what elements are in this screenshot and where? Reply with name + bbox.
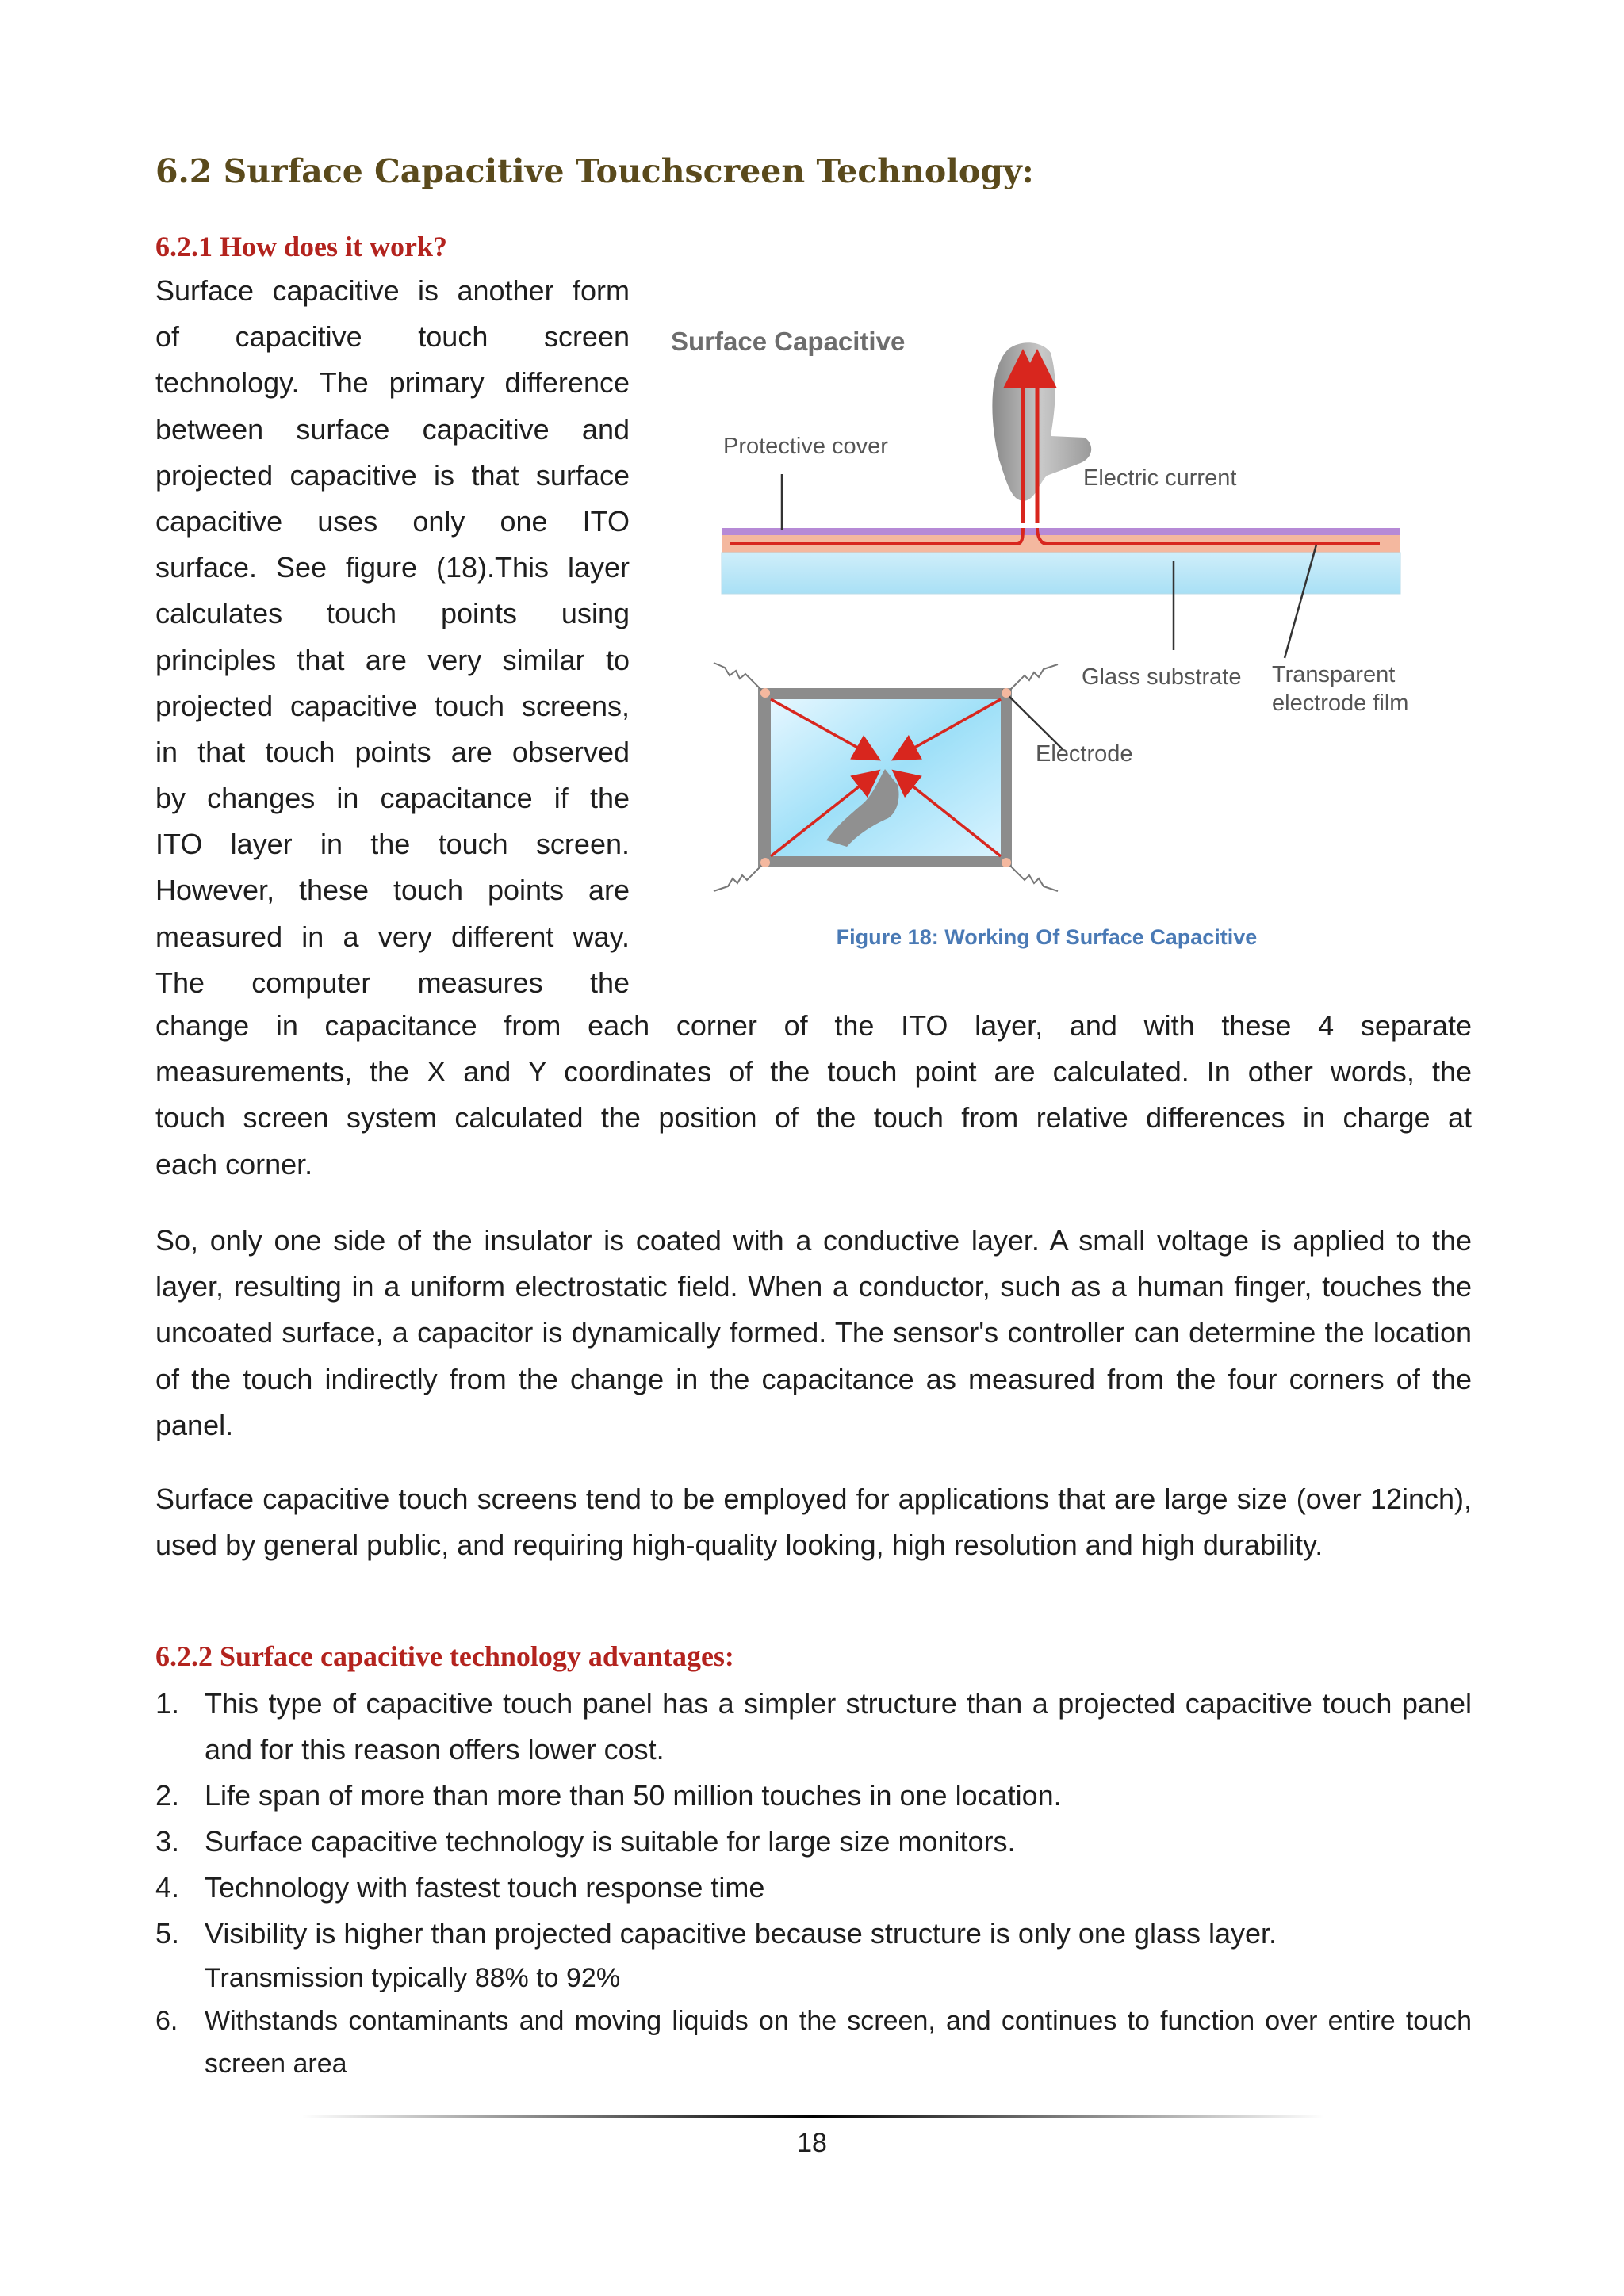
protective-cover-layer: [722, 528, 1400, 535]
label-electric-current: Electric current: [1083, 465, 1237, 491]
text-line: ITO layer in the touch screen.: [155, 828, 630, 861]
text-line: The computer measures the: [155, 966, 630, 999]
label-protective-cover: Protective cover: [723, 434, 888, 459]
text-line: by changes in capacitance if the: [155, 782, 630, 815]
list-item-text: Withstands contaminants and moving liquids on the screen, and continues to function over entire touch screen area: [205, 2006, 1472, 2079]
corner-wire: [1009, 664, 1058, 691]
list-item: [155, 1819, 1472, 1865]
label-glass-substrate: Glass substrate: [1082, 664, 1242, 690]
page-number: 18: [797, 2128, 827, 2158]
figure-caption: Figure 18: Working Of Surface Capacitive: [836, 925, 1258, 949]
text-line: touch screen system calculated the position of the touch from relative differences in charge at: [155, 1101, 1472, 1135]
text-line: calculates touch points using: [155, 597, 630, 630]
finger-illustration: [992, 342, 1091, 501]
list-item: [155, 1999, 1472, 2085]
paragraph-applications: Surface capacitive touch screens tend to be employed for applications that are large size (over 12inch), used by general public, and requiring high-quality looking, high resolution and high durability.: [155, 1483, 1472, 1562]
list-number: 4.: [155, 1871, 180, 1904]
list-number: 6.: [155, 2006, 178, 2036]
label-electrode: Electrode: [1036, 741, 1133, 767]
section-heading: 6.2 Surface Capacitive Touchscreen Technology:: [155, 152, 1034, 190]
list-item: [155, 1911, 1472, 1999]
label-electrode-film: electrode film: [1272, 691, 1409, 716]
text-line: measured in a very different way.: [155, 920, 630, 953]
text-line: However, these touch points are: [155, 874, 630, 907]
footer-divider: [301, 2115, 1324, 2118]
list-item: [155, 1865, 1472, 1911]
text-line: Surface capacitive is another form: [155, 274, 630, 307]
text-line: change in capacitance from each corner of the ITO layer, and with these 4 separate: [155, 1009, 1472, 1042]
text-line: measurements, the X and Y coordinates of the touch point are calculated. In other words, the: [155, 1055, 1472, 1089]
text-line: of capacitive touch screen: [155, 320, 630, 354]
text-line: projected capacitive is that surface: [155, 458, 630, 492]
list-number: 5.: [155, 1917, 180, 1950]
corner-wire: [714, 663, 763, 691]
list-item-text: Life span of more than more than 50 million touches in one location.: [205, 1779, 1062, 1812]
text-line: each corner.: [155, 1147, 313, 1181]
list-number: 1.: [155, 1687, 180, 1720]
corner-wire: [714, 864, 763, 891]
glass-substrate-layer: [722, 553, 1400, 594]
surface-capacitive-figure: [650, 317, 1443, 983]
list-item: [155, 1681, 1472, 1773]
corner-electrode: [760, 688, 770, 698]
subsection-heading-how-it-works: 6.2.1 How does it work?: [155, 231, 447, 262]
text-line: in that touch points are observed: [155, 735, 630, 768]
list-item-text: Surface capacitive technology is suitable for large size monitors.: [205, 1825, 1016, 1858]
text-line: technology. The primary difference: [155, 366, 630, 400]
text-line: capacitive uses only one ITO: [155, 504, 630, 538]
text-line: principles that are very similar to: [155, 643, 630, 676]
text-line: surface. See figure (18).This layer: [155, 551, 630, 584]
paragraph-conductive-layer: So, only one side of the insulator is coated with a conductive layer. A small voltage is applied to the layer, resulting in a uniform electrostatic field. When a conductor, such as a human finger, touches the uncoated surface, a capacitor is dynamically formed. The sensor's controller can determine the location of the touch indirectly from the change in the capacitance as measured from the four corners of the panel.: [155, 1224, 1472, 1441]
text-line: projected capacitive touch screens,: [155, 689, 630, 722]
intro-continuation: [155, 1003, 1472, 1188]
list-item-text: Visibility is higher than projected capacitive because structure is only one glass layer.: [205, 1917, 1277, 1950]
list-item-text: Technology with fastest touch response time: [205, 1871, 765, 1904]
label-transparent: Transparent: [1272, 662, 1396, 687]
text-line: between surface capacitive and: [155, 412, 630, 446]
list-item-subtext: Transmission typically 88% to 92%: [205, 1963, 621, 1993]
subsection-heading-advantages: 6.2.2 Surface capacitive technology advantages:: [155, 1640, 734, 1672]
list-item-text: This type of capacitive touch panel has a simpler structure than a projected capacitive touch panel and for this reason offers lower cost.: [205, 1687, 1472, 1766]
corner-electrode: [1002, 688, 1011, 698]
intro-paragraph: [155, 268, 630, 1006]
corner-electrode: [760, 858, 770, 867]
figure-title: Surface Capacitive: [671, 327, 906, 356]
advantages-list: [155, 1681, 1472, 2085]
list-item: [155, 1773, 1472, 1819]
corner-electrode: [1002, 858, 1011, 867]
corner-wire: [1009, 864, 1058, 891]
list-number: 2.: [155, 1779, 180, 1812]
list-number: 3.: [155, 1825, 180, 1858]
